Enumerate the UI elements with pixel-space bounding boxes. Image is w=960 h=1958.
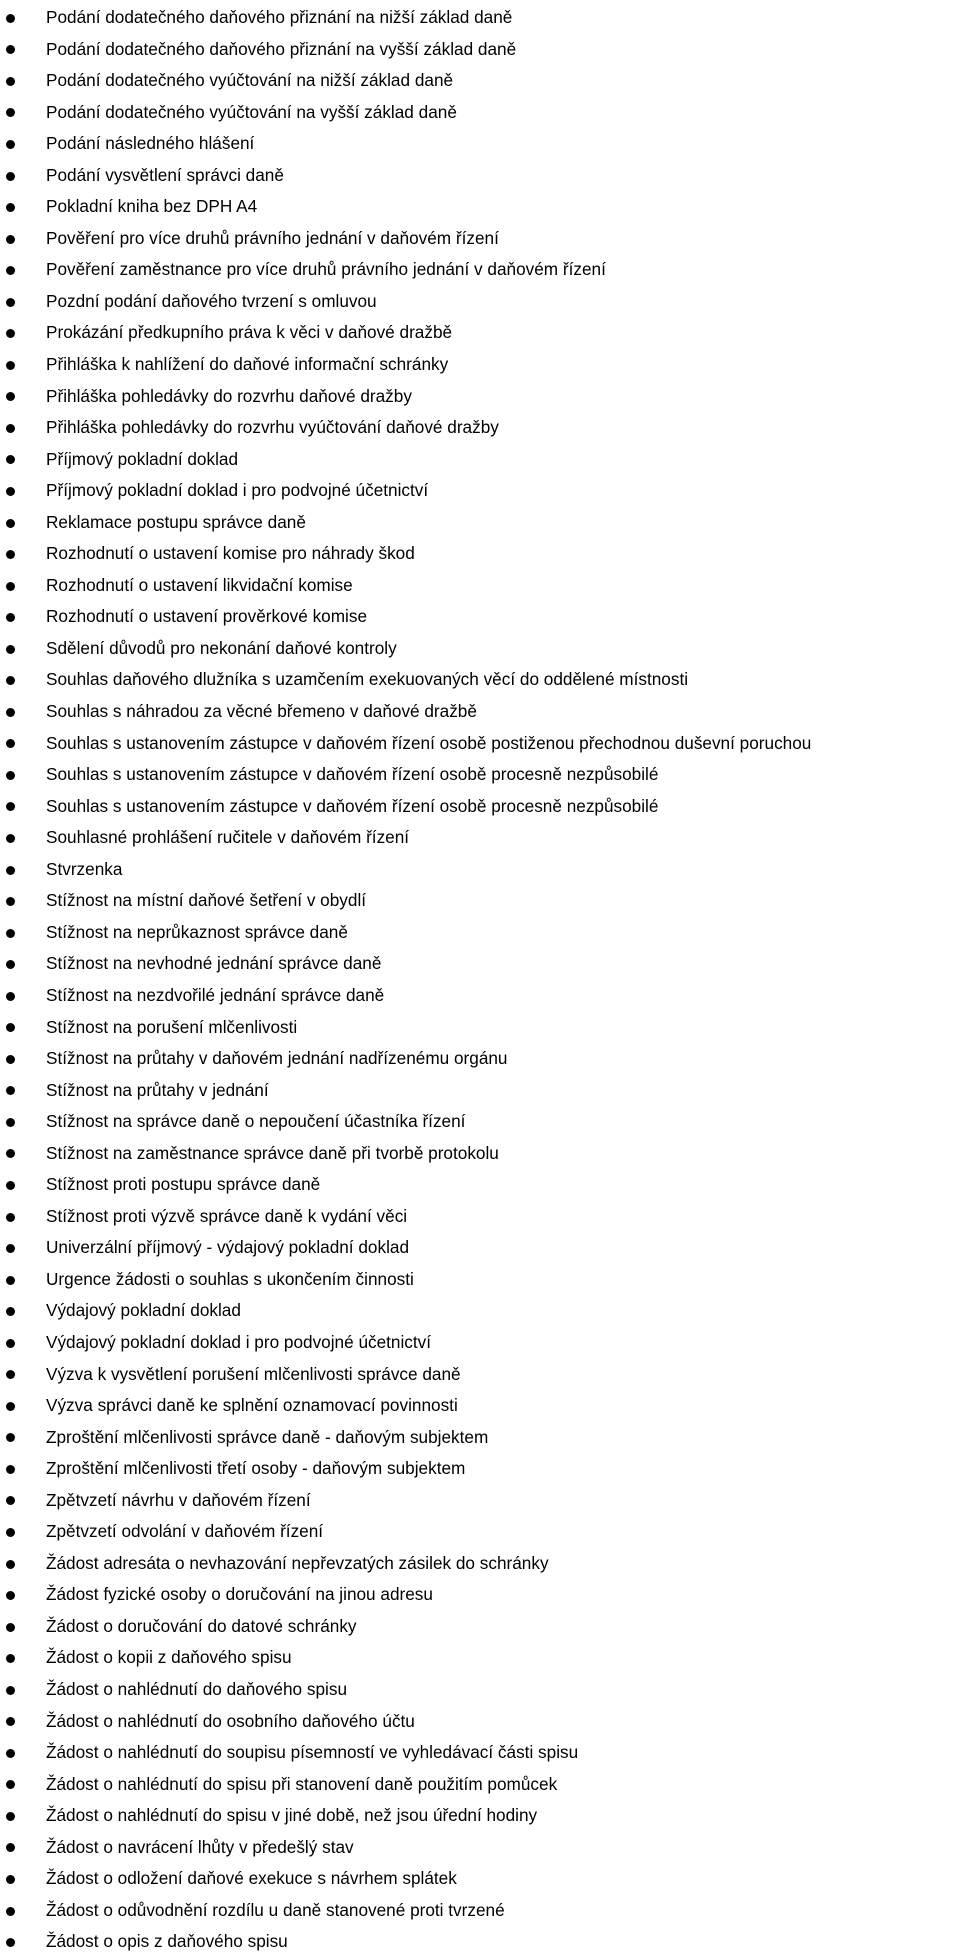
bullet-icon — [6, 424, 15, 433]
list-item — [0, 65, 960, 97]
list-item-text: Žádost o nahlédnutí do daňového spisu — [46, 1678, 348, 1699]
bullet-icon — [6, 266, 15, 275]
bullet-icon — [6, 676, 15, 685]
list-item-text: Stížnost na průtahy v jednání — [46, 1079, 269, 1100]
list-item — [0, 980, 960, 1012]
list-item-text: Stížnost na neprůkaznost správce daně — [46, 921, 348, 942]
list-item-text: Žádost fyzické osoby o doručování na jinou adresu — [46, 1584, 433, 1605]
list-item — [0, 286, 960, 318]
list-item-text: Stížnost na porušení mlčenlivosti — [46, 1016, 298, 1037]
list-item — [0, 444, 960, 476]
list-item-text: Pověření zaměstnance pro více druhů právního jednání v daňovém řízení — [46, 259, 606, 280]
list-item — [0, 1295, 960, 1327]
list-item-text: Výzva správci daně ke splnění oznamovací povinnosti — [46, 1395, 458, 1416]
bullet-icon — [6, 235, 15, 244]
list-item — [0, 601, 960, 633]
list-item — [0, 885, 960, 917]
bullet-icon — [6, 392, 15, 401]
bullet-icon — [6, 203, 15, 212]
list-item — [0, 381, 960, 413]
list-item — [0, 1422, 960, 1454]
list-item — [0, 412, 960, 444]
list-item-text: Stížnost na správce daně o nepoučení účastníka řízení — [46, 1111, 466, 1132]
list-item — [0, 1169, 960, 1201]
list-item — [0, 254, 960, 286]
bullet-icon — [6, 1907, 15, 1916]
list-item — [0, 1895, 960, 1927]
list-item — [0, 1674, 960, 1706]
list-item-text: Stvrzenka — [46, 858, 123, 879]
list-item — [0, 191, 960, 223]
list-item-text: Stížnost na nevhodné jednání správce daně — [46, 953, 382, 974]
list-item-text: Příjmový pokladní doklad — [46, 448, 239, 469]
bullet-icon — [6, 1780, 15, 1789]
list-item-text: Žádost o navrácení lhůty v předešlý stav — [46, 1836, 354, 1857]
list-item-text: Zproštění mlčenlivosti správce daně - daňovým subjektem — [46, 1426, 489, 1447]
list-item-text: Podání dodatečného daňového přiznání na nižší základ daně — [46, 7, 513, 27]
bullet-icon — [6, 550, 15, 559]
list-item — [0, 1832, 960, 1864]
list-item — [0, 1264, 960, 1296]
list-item-text: Žádost o nahlédnutí do osobního daňového účtu — [46, 1710, 415, 1731]
list-item — [0, 854, 960, 886]
bullet-icon — [6, 45, 15, 54]
bullet-icon — [6, 1307, 15, 1316]
list-item — [0, 1359, 960, 1391]
list-item-text: Podání dodatečného vyúčtování na vyšší základ daně — [46, 101, 457, 122]
bullet-icon — [6, 519, 15, 528]
bullet-icon — [6, 1244, 15, 1253]
list-item — [0, 1800, 960, 1832]
bullet-icon — [6, 834, 15, 843]
bullet-icon — [6, 14, 15, 23]
bullet-icon — [6, 929, 15, 938]
list-item — [0, 1043, 960, 1075]
list-item — [0, 1201, 960, 1233]
list-item — [0, 1548, 960, 1580]
bullet-icon — [6, 1465, 15, 1474]
list-item — [0, 791, 960, 823]
bullet-icon — [6, 1812, 15, 1821]
list-item-text: Rozhodnutí o ustavení prověrkové komise — [46, 606, 368, 627]
bullet-icon — [6, 1623, 15, 1632]
list-item-text: Příjmový pokladní doklad i pro podvojné účetnictví — [46, 480, 429, 501]
bullet-icon — [6, 77, 15, 86]
bullet-icon — [6, 1591, 15, 1600]
list-item — [0, 317, 960, 349]
list-item — [0, 1516, 960, 1548]
list-item — [0, 696, 960, 728]
list-item — [0, 475, 960, 507]
bullet-icon — [6, 771, 15, 780]
list-item-text: Urgence žádosti o souhlas s ukončením činnosti — [46, 1268, 414, 1289]
list-item — [0, 34, 960, 66]
bullet-icon — [6, 361, 15, 370]
list-item-text: Přihláška pohledávky do rozvrhu vyúčtování daňové dražby — [46, 417, 499, 438]
bullet-icon — [6, 1749, 15, 1758]
list-item-text: Souhlas s ustanovením zástupce v daňovém řízení osobě procesně nezpůsobilé — [46, 795, 659, 816]
bullet-icon — [6, 802, 15, 811]
list-item-text: Výdajový pokladní doklad — [46, 1300, 241, 1321]
list-item-text: Reklamace postupu správce daně — [46, 511, 306, 532]
bullet-icon — [6, 1938, 15, 1947]
bullet-icon — [6, 1528, 15, 1537]
list-item — [0, 160, 960, 192]
bullet-icon — [6, 1023, 15, 1032]
bullet-icon — [6, 1496, 15, 1505]
bullet-icon — [6, 140, 15, 149]
list-item-text: Pozdní podání daňového tvrzení s omluvou — [46, 290, 377, 311]
list-item-text: Stížnost na nezdvořilé jednání správce daně — [46, 984, 385, 1005]
bullet-icon — [6, 1433, 15, 1442]
bullet-icon — [6, 1843, 15, 1852]
list-item — [0, 128, 960, 160]
bullet-icon — [6, 1055, 15, 1064]
list-item — [0, 1106, 960, 1138]
list-item — [0, 917, 960, 949]
bullet-icon — [6, 172, 15, 181]
list-item — [0, 1611, 960, 1643]
list-item-text: Podání vysvětlení správci daně — [46, 164, 284, 185]
list-item-text: Stížnost na místní daňové šetření v obydlí — [46, 890, 367, 911]
list-item-text: Žádost o nahlédnutí do spisu při stanovení daně použitím pomůcek — [46, 1773, 558, 1794]
bullet-icon — [6, 708, 15, 717]
bullet-icon — [6, 992, 15, 1001]
bullet-icon — [6, 1686, 15, 1695]
list-item-text: Stížnost proti výzvě správce daně k vydání věci — [46, 1205, 408, 1226]
bullet-icon — [6, 1118, 15, 1127]
list-item — [0, 538, 960, 570]
list-item-text: Prokázání předkupního práva k věci v daňové dražbě — [46, 322, 453, 343]
bullet-icon — [6, 1875, 15, 1884]
list-item — [0, 1706, 960, 1738]
list-item-text: Žádost o opis z daňového spisu — [46, 1931, 288, 1952]
list-item-text: Žádost o odložení daňové exekuce s návrhem splátek — [46, 1868, 457, 1889]
list-item-text: Univerzální příjmový - výdajový pokladní doklad — [46, 1237, 410, 1258]
list-item — [0, 1926, 960, 1958]
list-item-text: Žádost o nahlédnutí do spisu v jiné době, než jsou úřední hodiny — [46, 1805, 538, 1826]
list-item — [0, 507, 960, 539]
bullet-icon — [6, 487, 15, 496]
bullet-icon — [6, 897, 15, 906]
list-item-text: Podání dodatečného daňového přiznání na vyšší základ daně — [46, 38, 517, 59]
list-item — [0, 948, 960, 980]
list-item — [0, 1138, 960, 1170]
list-item — [0, 223, 960, 255]
list-item — [0, 1012, 960, 1044]
bullet-icon — [6, 1717, 15, 1726]
list-item-text: Sdělení důvodů pro nekonání daňové kontroly — [46, 637, 397, 658]
list-item — [0, 1485, 960, 1517]
list-item — [0, 2, 960, 34]
list-item-text: Přihláška k nahlížení do daňové informační schránky — [46, 354, 449, 375]
list-item — [0, 1642, 960, 1674]
bullet-icon — [6, 329, 15, 338]
bullet-icon — [6, 298, 15, 307]
bullet-icon — [6, 1339, 15, 1348]
list-item-text: Souhlas s náhradou za věcné břemeno v daňové dražbě — [46, 701, 477, 722]
bullet-icon — [6, 1370, 15, 1379]
bullet-icon — [6, 613, 15, 622]
list-item — [0, 1737, 960, 1769]
list-item-text: Rozhodnutí o ustavení komise pro náhrady škod — [46, 543, 415, 564]
list-item — [0, 1327, 960, 1359]
list-item — [0, 728, 960, 760]
bullet-icon — [6, 960, 15, 969]
list-item — [0, 97, 960, 129]
list-item-text: Podání následného hlášení — [46, 133, 255, 154]
list-item — [0, 822, 960, 854]
list-item — [0, 1769, 960, 1801]
list-item-text: Zpětvzetí návrhu v daňovém řízení — [46, 1489, 311, 1510]
list-item-text: Zproštění mlčenlivosti třetí osoby - daňovým subjektem — [46, 1458, 466, 1479]
list-item-text: Pověření pro více druhů právního jednání v daňovém řízení — [46, 227, 499, 248]
list-item-text: Žádost o odůvodnění rozdílu u daně stanovené proti tvrzené — [46, 1899, 505, 1920]
bullet-icon — [6, 108, 15, 117]
list-item — [0, 1232, 960, 1264]
list-item — [0, 759, 960, 791]
list-item — [0, 1390, 960, 1422]
list-item — [0, 664, 960, 696]
list-item-text: Stížnost proti postupu správce daně — [46, 1174, 321, 1195]
bullet-icon — [6, 645, 15, 654]
bullet-icon — [6, 1560, 15, 1569]
list-item-text: Stížnost na průtahy v daňovém jednání nadřízenému orgánu — [46, 1048, 508, 1069]
bulleted-list — [0, 2, 960, 1958]
bullet-icon — [6, 1181, 15, 1190]
list-item-text: Přihláška pohledávky do rozvrhu daňové dražby — [46, 385, 412, 406]
bullet-icon — [6, 1276, 15, 1285]
bullet-icon — [6, 1086, 15, 1095]
list-item-text: Souhlas s ustanovením zástupce v daňovém řízení osobě postiženou přechodnou duševní poruchou — [46, 732, 812, 753]
list-item-text: Pokladní kniha bez DPH A4 — [46, 196, 258, 217]
bullet-icon — [6, 582, 15, 591]
list-item-text: Žádost o kopii z daňového spisu — [46, 1647, 292, 1668]
list-item-text: Zpětvzetí odvolání v daňovém řízení — [46, 1521, 324, 1542]
bullet-icon — [6, 455, 15, 464]
list-item-text: Souhlasné prohlášení ručitele v daňovém řízení — [46, 827, 410, 848]
list-item — [0, 349, 960, 381]
list-item-text: Podání dodatečného vyúčtování na nižší základ daně — [46, 70, 454, 91]
list-item-text: Souhlas daňového dlužníka s uzamčením exekuovaných věcí do oddělené místnosti — [46, 669, 689, 690]
bullet-icon — [6, 1149, 15, 1158]
bullet-icon — [6, 739, 15, 748]
list-item-text: Žádost o nahlédnutí do soupisu písemností ve vyhledávací části spisu — [46, 1742, 579, 1763]
bullet-icon — [6, 1654, 15, 1663]
list-item — [0, 570, 960, 602]
list-item-text: Žádost o doručování do datové schránky — [46, 1615, 357, 1636]
bullet-icon — [6, 866, 15, 875]
list-item-text: Souhlas s ustanovením zástupce v daňovém řízení osobě procesně nezpůsobilé — [46, 764, 659, 785]
bullet-icon — [6, 1213, 15, 1222]
list-item-text: Výzva k vysvětlení porušení mlčenlivosti správce daně — [46, 1363, 461, 1384]
list-item — [0, 1863, 960, 1895]
list-item-text: Žádost adresáta o nevhazování nepřevzatých zásilek do schránky — [46, 1552, 549, 1573]
bullet-icon — [6, 1402, 15, 1411]
list-item-text: Stížnost na zaměstnance správce daně při tvorbě protokolu — [46, 1142, 499, 1163]
list-item-text: Rozhodnutí o ustavení likvidační komise — [46, 574, 353, 595]
list-item-text: Výdajový pokladní doklad i pro podvojné účetnictví — [46, 1331, 432, 1352]
list-item — [0, 1453, 960, 1485]
list-item — [0, 1075, 960, 1107]
list-item — [0, 633, 960, 665]
list-item — [0, 1579, 960, 1611]
